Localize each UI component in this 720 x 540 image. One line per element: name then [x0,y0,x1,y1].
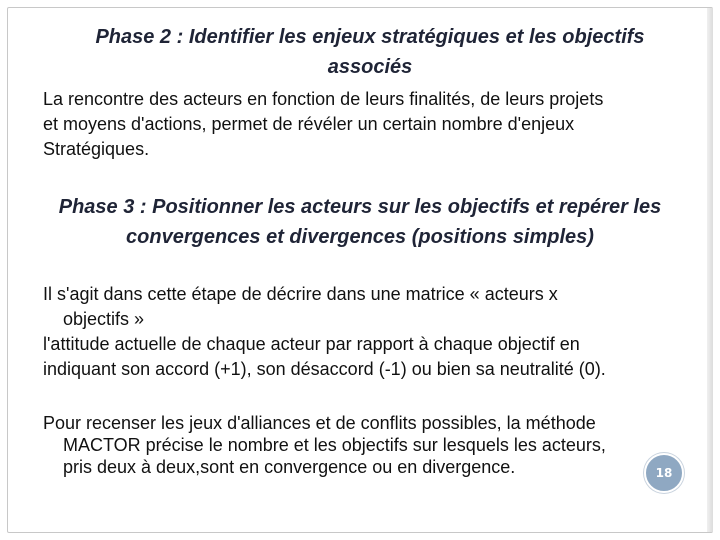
phase2-title-line1: Phase 2 : Identifier les enjeux stratégiques et les objectifs [95,26,645,48]
phase3-title-line2: convergences et divergences (positions simples) [126,226,594,248]
phase2-paragraph-line: et moyens d'actions, permet de révéler un certain nombre d'enjeux [43,114,575,134]
slide-number-badge: 18 [644,453,684,493]
phase3-title-line1: Phase 3 : Positionner les acteurs sur les objectifs et repérer les [58,196,662,218]
phase3-paragraph-line: objectifs » [63,309,145,329]
phase3-paragraph-line: Il s'agit dans cette étape de décrire dans une matrice « acteurs x [43,284,558,304]
phase2-paragraph-line: Stratégiques. [43,139,150,159]
phase2-title-line2: associés [327,56,413,78]
phase2-paragraph [43,87,683,162]
closing-paragraph [43,412,683,478]
phase3-paragraph-line: indiquant son accord (+1), son désaccord (-1) ou bien sa neutralité (0). [43,359,606,379]
closing-paragraph-line: MACTOR précise le nombre et les objectifs sur lesquels les acteurs, [63,435,606,455]
phase3-paragraph-line: l'attitude actuelle de chaque acteur par rapport à chaque objectif en [43,334,580,354]
closing-paragraph-line: pris deux à deux,sont en convergence ou en divergence. [63,457,516,477]
phase2-title [50,22,690,82]
phase3-title [30,192,690,252]
phase3-paragraph [43,282,693,382]
slide-side-bar [707,8,713,532]
phase2-paragraph-line: La rencontre des acteurs en fonction de leurs finalités, de leurs projets [43,89,604,109]
closing-paragraph-line: Pour recenser les jeux d'alliances et de conflits possibles, la méthode [43,413,596,433]
